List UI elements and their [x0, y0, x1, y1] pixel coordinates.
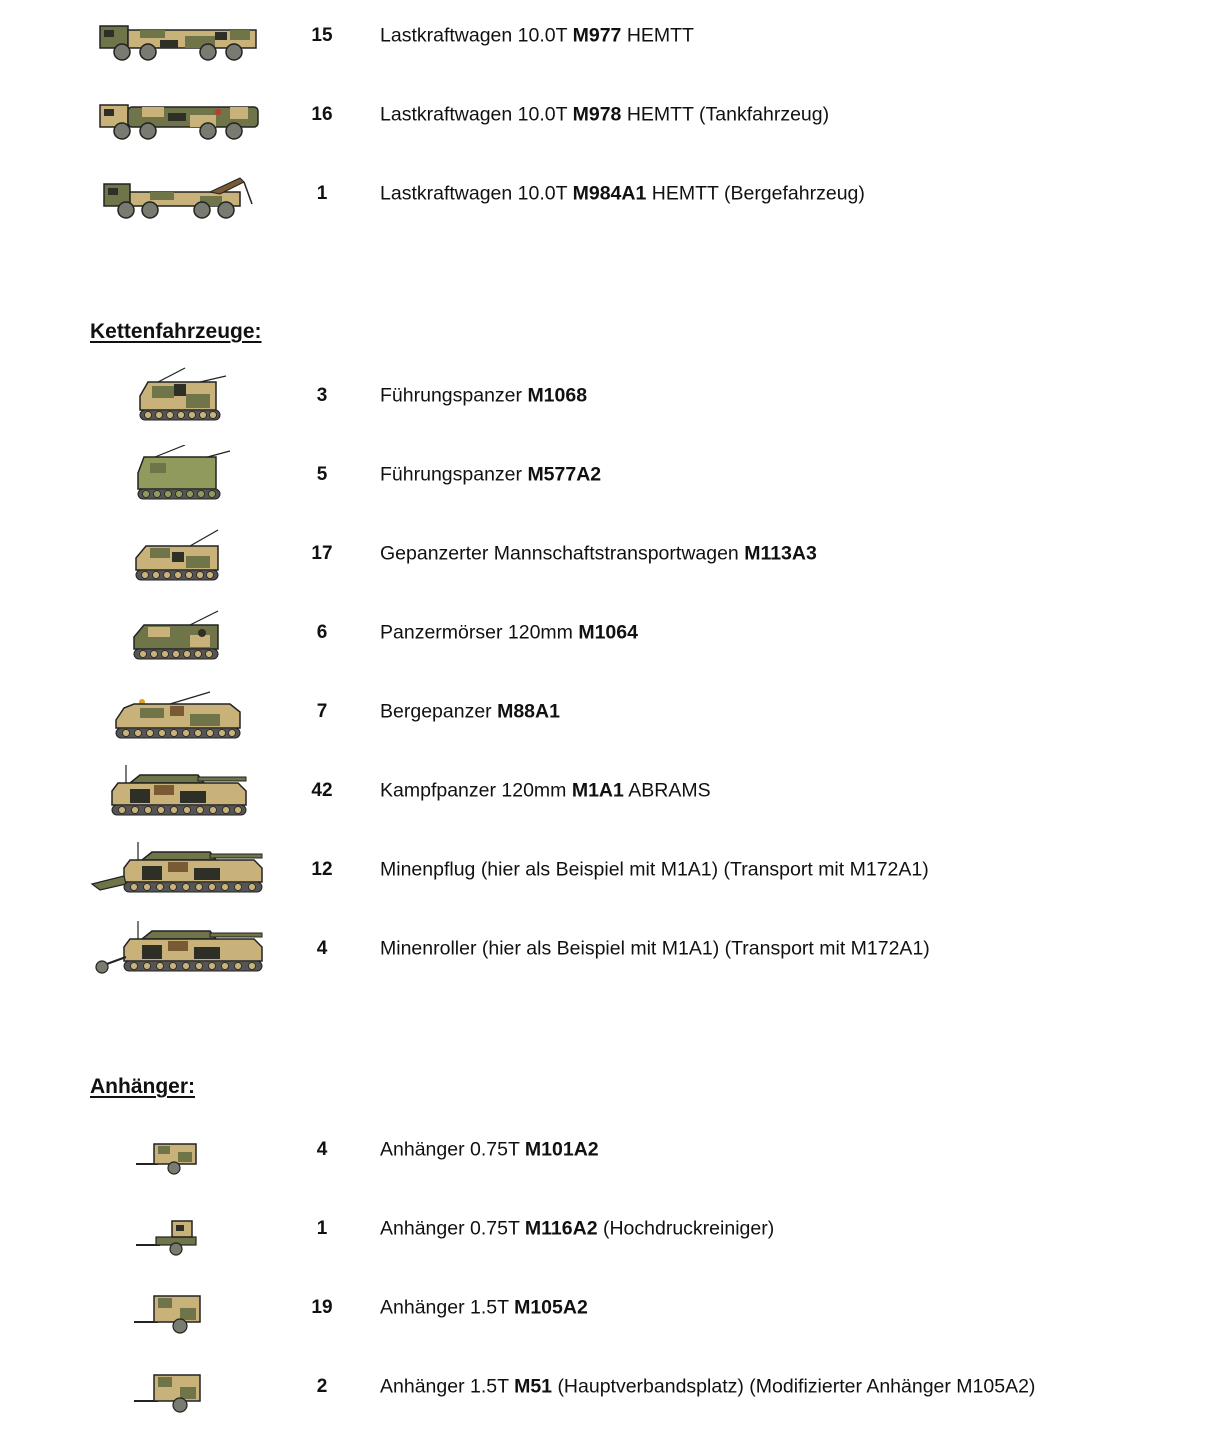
item-count: 16: [311, 104, 333, 125]
list-item: [0, 1199, 1216, 1259]
item-description: Bergepanzer M88A1: [380, 700, 560, 723]
model-designation: M577A2: [527, 463, 602, 486]
model-designation: M1A1: [571, 779, 624, 802]
item-count: 15: [311, 25, 333, 46]
item-description: Gepanzerter Mannschaftstransportwagen M113A3: [380, 542, 817, 565]
item-description: Minenroller (hier als Beispiel mit M1A1) (Transport mit M172A1): [380, 937, 930, 960]
list-item: [0, 445, 1216, 505]
cargo-trailer-small-icon: [90, 1120, 270, 1180]
item-count: 4: [316, 1139, 328, 1160]
cargo-trailer-large-icon: [90, 1278, 270, 1338]
item-description: Anhänger 1.5T M51 (Hauptverbandsplatz) (Modifizierter Anhänger M105A2): [380, 1375, 1036, 1398]
model-designation: M113A3: [744, 542, 817, 565]
model-designation: M1064: [578, 621, 638, 644]
tank-mine-roller-icon: [90, 919, 270, 979]
hemtt-tanker-truck-icon: [90, 85, 270, 145]
item-count: 1: [316, 1218, 328, 1239]
item-count: 19: [311, 1297, 333, 1318]
hemtt-wrecker-truck-icon: [90, 164, 270, 224]
list-item: [0, 6, 1216, 66]
item-count: 5: [316, 464, 328, 485]
item-description: Lastkraftwagen 10.0T M977 HEMTT: [380, 24, 694, 47]
model-designation: M978: [572, 103, 622, 126]
mortar-carrier-icon: [90, 603, 270, 663]
item-description: Lastkraftwagen 10.0T M984A1 HEMTT (Bergefahrzeug): [380, 182, 865, 205]
tank-mine-plow-icon: [90, 840, 270, 900]
item-description: Führungspanzer M1068: [380, 384, 588, 407]
hemtt-cargo-truck-icon: [90, 6, 270, 66]
model-designation: M977: [572, 24, 622, 47]
list-item: [0, 524, 1216, 584]
model-designation: M116A2: [524, 1217, 598, 1240]
model-designation: M51: [514, 1375, 553, 1398]
section-heading-anhaenger: Anhänger:: [90, 1075, 195, 1098]
model-designation: M984A1: [572, 182, 647, 205]
list-item: [0, 603, 1216, 663]
item-count: 12: [311, 859, 333, 880]
item-description: Panzermörser 120mm M1064: [380, 621, 638, 644]
list-item: [0, 761, 1216, 821]
list-item: [0, 1120, 1216, 1180]
item-description: Kampfpanzer 120mm M1A1 ABRAMS: [380, 779, 711, 802]
list-item: [0, 1278, 1216, 1338]
model-designation: M105A2: [514, 1296, 588, 1319]
item-description: Anhänger 0.75T M101A2: [380, 1138, 599, 1161]
item-count: 6: [316, 622, 328, 643]
item-description: Minenpflug (hier als Beispiel mit M1A1) (Transport mit M172A1): [380, 858, 929, 881]
item-count: 3: [316, 385, 328, 406]
item-count: 1: [316, 183, 328, 204]
recovery-vehicle-icon: [90, 682, 270, 742]
list-item: [0, 840, 1216, 900]
item-count: 7: [316, 701, 328, 722]
item-count: 2: [316, 1376, 328, 1397]
command-vehicle-icon: [90, 366, 270, 426]
list-item: [0, 682, 1216, 742]
model-designation: M101A2: [524, 1138, 599, 1161]
item-count: 17: [311, 543, 333, 564]
apc-icon: [90, 524, 270, 584]
command-vehicle-icon: [90, 445, 270, 505]
item-description: Anhänger 1.5T M105A2: [380, 1296, 588, 1319]
item-description: Führungspanzer M577A2: [380, 463, 602, 486]
model-designation: M1068: [527, 384, 588, 407]
item-description: Anhänger 0.75T M116A2 (Hochdruckreiniger): [380, 1217, 775, 1240]
list-item: [0, 1357, 1216, 1417]
item-count: 42: [311, 780, 333, 801]
section-heading-kettenfahrzeuge: Kettenfahrzeuge:: [90, 320, 262, 343]
list-item: [0, 164, 1216, 224]
cargo-trailer-large-icon: [90, 1357, 270, 1417]
pressure-washer-trailer-icon: [90, 1199, 270, 1259]
list-item: [0, 366, 1216, 426]
list-item: [0, 85, 1216, 145]
tank-icon: [90, 761, 270, 821]
item-count: 4: [316, 938, 328, 959]
list-item: [0, 919, 1216, 979]
model-designation: M88A1: [497, 700, 560, 723]
item-description: Lastkraftwagen 10.0T M978 HEMTT (Tankfahrzeug): [380, 103, 830, 126]
